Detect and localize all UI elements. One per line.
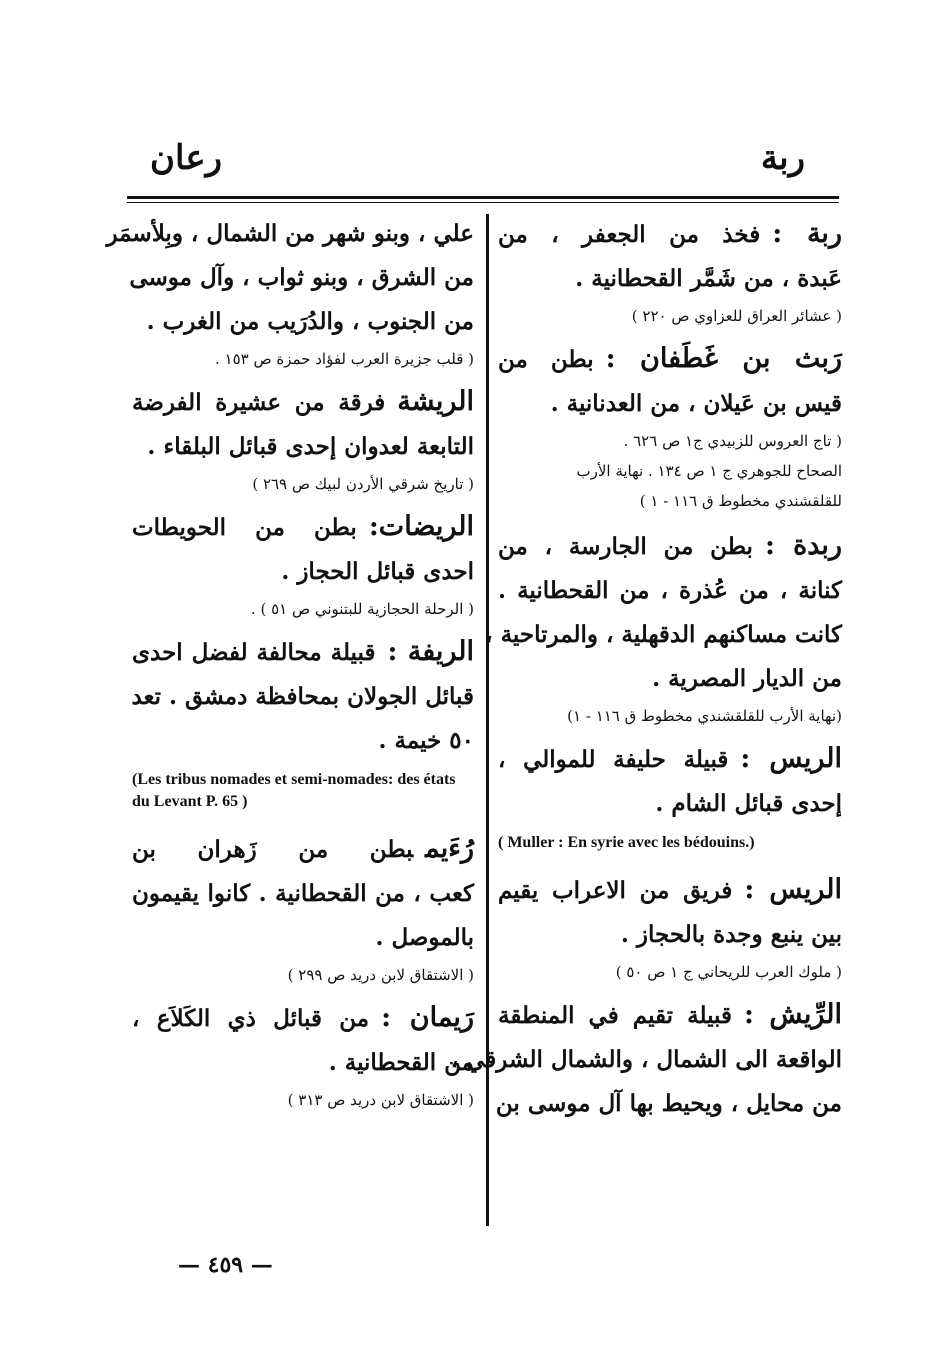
entry-headword: رَبث بن غَطَفان : [605, 343, 842, 374]
entry-text: كنانة ، من عُذرة ، من القحطانية . [498, 577, 842, 604]
entry-text: التابعة لعدوان إحدى قبائل البلقاء . [147, 433, 474, 460]
entry-headword: الرِّيش : [743, 999, 842, 1030]
entry-headword: رُءَيم [425, 833, 474, 864]
entry-headword: الريس : [744, 874, 842, 905]
entry-text: من الشرق ، وبنو ثواب ، وآل موسى [129, 264, 474, 291]
entry-line [132, 675, 474, 719]
entry-text: الواقعة الى الشمال ، والشمال الشرقي ، [450, 1046, 842, 1073]
entry-source-line: الصحاح للجوهري ج ١ ص ١٣٤ . نهاية الأرب [576, 462, 842, 480]
entry-line [495, 1082, 842, 1126]
entry-first-line [498, 993, 842, 1038]
entry-source-latin: (Les tribus nomades et semi-nomades: des états du Levant P. 65 ) [132, 771, 456, 810]
dictionary-entry [132, 827, 474, 990]
entry-line [498, 569, 842, 613]
entry-text: قبيلة محالفة لفضل احدى [132, 639, 376, 666]
dictionary-entry [132, 380, 474, 499]
entry-line [498, 913, 842, 957]
entry-first-line [498, 737, 842, 782]
entry-text: قبيلة حليفة للموالي ، [498, 746, 729, 773]
running-head-left: رعان [150, 138, 223, 178]
entry-line [132, 1041, 474, 1085]
entry-text: من الجنوب ، والدُرَيب من الغرب . [146, 308, 474, 335]
entry-text: قبائل الجولان بمحافظة دمشق . تعد [131, 683, 474, 710]
entry-text: فريق من الاعراب يقيم [498, 877, 733, 904]
entry-source: ( قلب جزيرة العرب لفؤاد حمزة ص ١٥٣ . [214, 350, 474, 368]
entry-first-line [498, 337, 842, 382]
entry-text: قبيلة تقيم في المنطقة [498, 1002, 732, 1029]
left-column [106, 212, 474, 1121]
entry-text: بطن من [498, 346, 594, 373]
running-head-right: ربة [760, 138, 805, 178]
entry-line [132, 916, 474, 960]
entry-first-line [132, 996, 474, 1041]
entry-text: احدى قبائل الحجاز . [281, 558, 474, 585]
entry-text: من القحطانية . [328, 1049, 474, 1076]
entry-source: ( الرحلة الحجازية للبتنوني ص ٥١ ) . [250, 600, 474, 618]
dictionary-entry [485, 524, 842, 731]
entry-source: (نهاية الأرب للقلقشندي مخطوط ق ١١٦ - ١) [567, 707, 842, 725]
entry-line [132, 872, 474, 916]
entry-headword: ربة : [772, 218, 842, 249]
entry-line [132, 550, 474, 594]
dictionary-entry [498, 212, 842, 331]
dictionary-entry [132, 630, 474, 813]
entry-text: من محايل ، ويحيط بها آل موسى بن [495, 1090, 842, 1117]
entry-headword: الريشة [397, 386, 474, 417]
entry-source: ( تاريخ شرقي الأردن لبيك ص ٢٦٩ ) [252, 475, 474, 493]
header-rule [127, 196, 839, 199]
entry-text: بالموصل . [375, 924, 474, 951]
entry-line [498, 257, 842, 301]
entry-first-line [132, 827, 474, 872]
entry-text: من الديار المصرية . [652, 665, 842, 692]
entry-first-line [132, 380, 474, 425]
entry-first-line [498, 868, 842, 913]
entry-text: من قبائل ذي الكَلاَع ، [132, 1005, 370, 1032]
entry-headword: ربدة : [764, 530, 842, 561]
entry-line [132, 719, 474, 763]
entry-text: علي ، وبنو شهر من الشمال ، وبِلأسمَر [106, 220, 474, 247]
entry-text: فخذ من الجعفر ، من [498, 221, 761, 248]
entry-source: ( عشائر العراق للعزاوي ص ٢٢٠ ) [631, 307, 842, 325]
entry-line [498, 782, 842, 826]
entry-first-line [498, 524, 842, 569]
entry-text: كانت مساكنهم الدقهلية ، والمرتاحية ، [485, 621, 842, 648]
entry-text: بطن من زَهران بن [132, 836, 414, 863]
entry-headword: الريس : [740, 743, 842, 774]
entry-first-line [132, 505, 474, 550]
entry-text: بطن من الجارسة ، من [498, 533, 753, 560]
entry-line [450, 1038, 842, 1082]
entry-text: إحدى قبائل الشام . [655, 790, 842, 817]
entry-line [498, 382, 842, 426]
entry-line [129, 256, 474, 300]
dictionary-entry [450, 993, 842, 1126]
dictionary-entry [498, 337, 842, 524]
entry-line [498, 657, 842, 701]
entry-text: بطن من الحويطات [132, 514, 357, 541]
page-number: — ٤٥٩ — [178, 1252, 273, 1278]
entry-source: ( ملوك العرب للريحاني ج ١ ص ٥٠ ) [615, 963, 842, 981]
entry-source-latin: ( Muller : En syrie avec les bédouins.) [498, 834, 755, 851]
entry-source-line: ( تاج العروس للزبيدي ج١ ص ٦٢٦ . [623, 432, 842, 450]
entry-source: ( الاشتقاق لابن دريد ص ٢٩٩ ) [287, 966, 474, 984]
entry-source-line: للقلقشندي مخطوط ق ١١٦ - ١ ) [639, 492, 842, 510]
entry-text: ٥٠ خيمة . [378, 727, 474, 754]
dictionary-entry [132, 505, 474, 624]
entry-headword: الريفة : [387, 636, 474, 667]
dictionary-entry [132, 996, 474, 1115]
entry-source: ( الاشتقاق لابن دريد ص ٣١٣ ) [287, 1091, 474, 1109]
entry-line [132, 300, 474, 344]
entry-text: قيس بن عَيلان ، من العدنانية . [550, 390, 842, 417]
header-rule-thin [127, 202, 839, 203]
entry-first-line [132, 630, 474, 675]
dictionary-entry [106, 212, 474, 374]
dictionary-entry [498, 737, 842, 854]
entry-text: كعب ، من القحطانية . كانوا يقيمون [132, 880, 474, 907]
entry-text: بين ينبع وجدة بالحجاز . [620, 921, 842, 948]
entry-first-line [106, 212, 474, 256]
dictionary-entry [498, 868, 842, 987]
entry-line [132, 425, 474, 469]
entry-headword: الريضات: [368, 511, 474, 542]
entry-first-line [498, 212, 842, 257]
entry-text: فرقة من عشيرة الفرضة [132, 389, 386, 416]
entry-headword: رَيمان : [381, 1002, 474, 1033]
entry-line [485, 613, 842, 657]
right-column [450, 212, 842, 1126]
entry-text: عَبدة ، من شَمَّر القحطانية . [575, 265, 842, 292]
